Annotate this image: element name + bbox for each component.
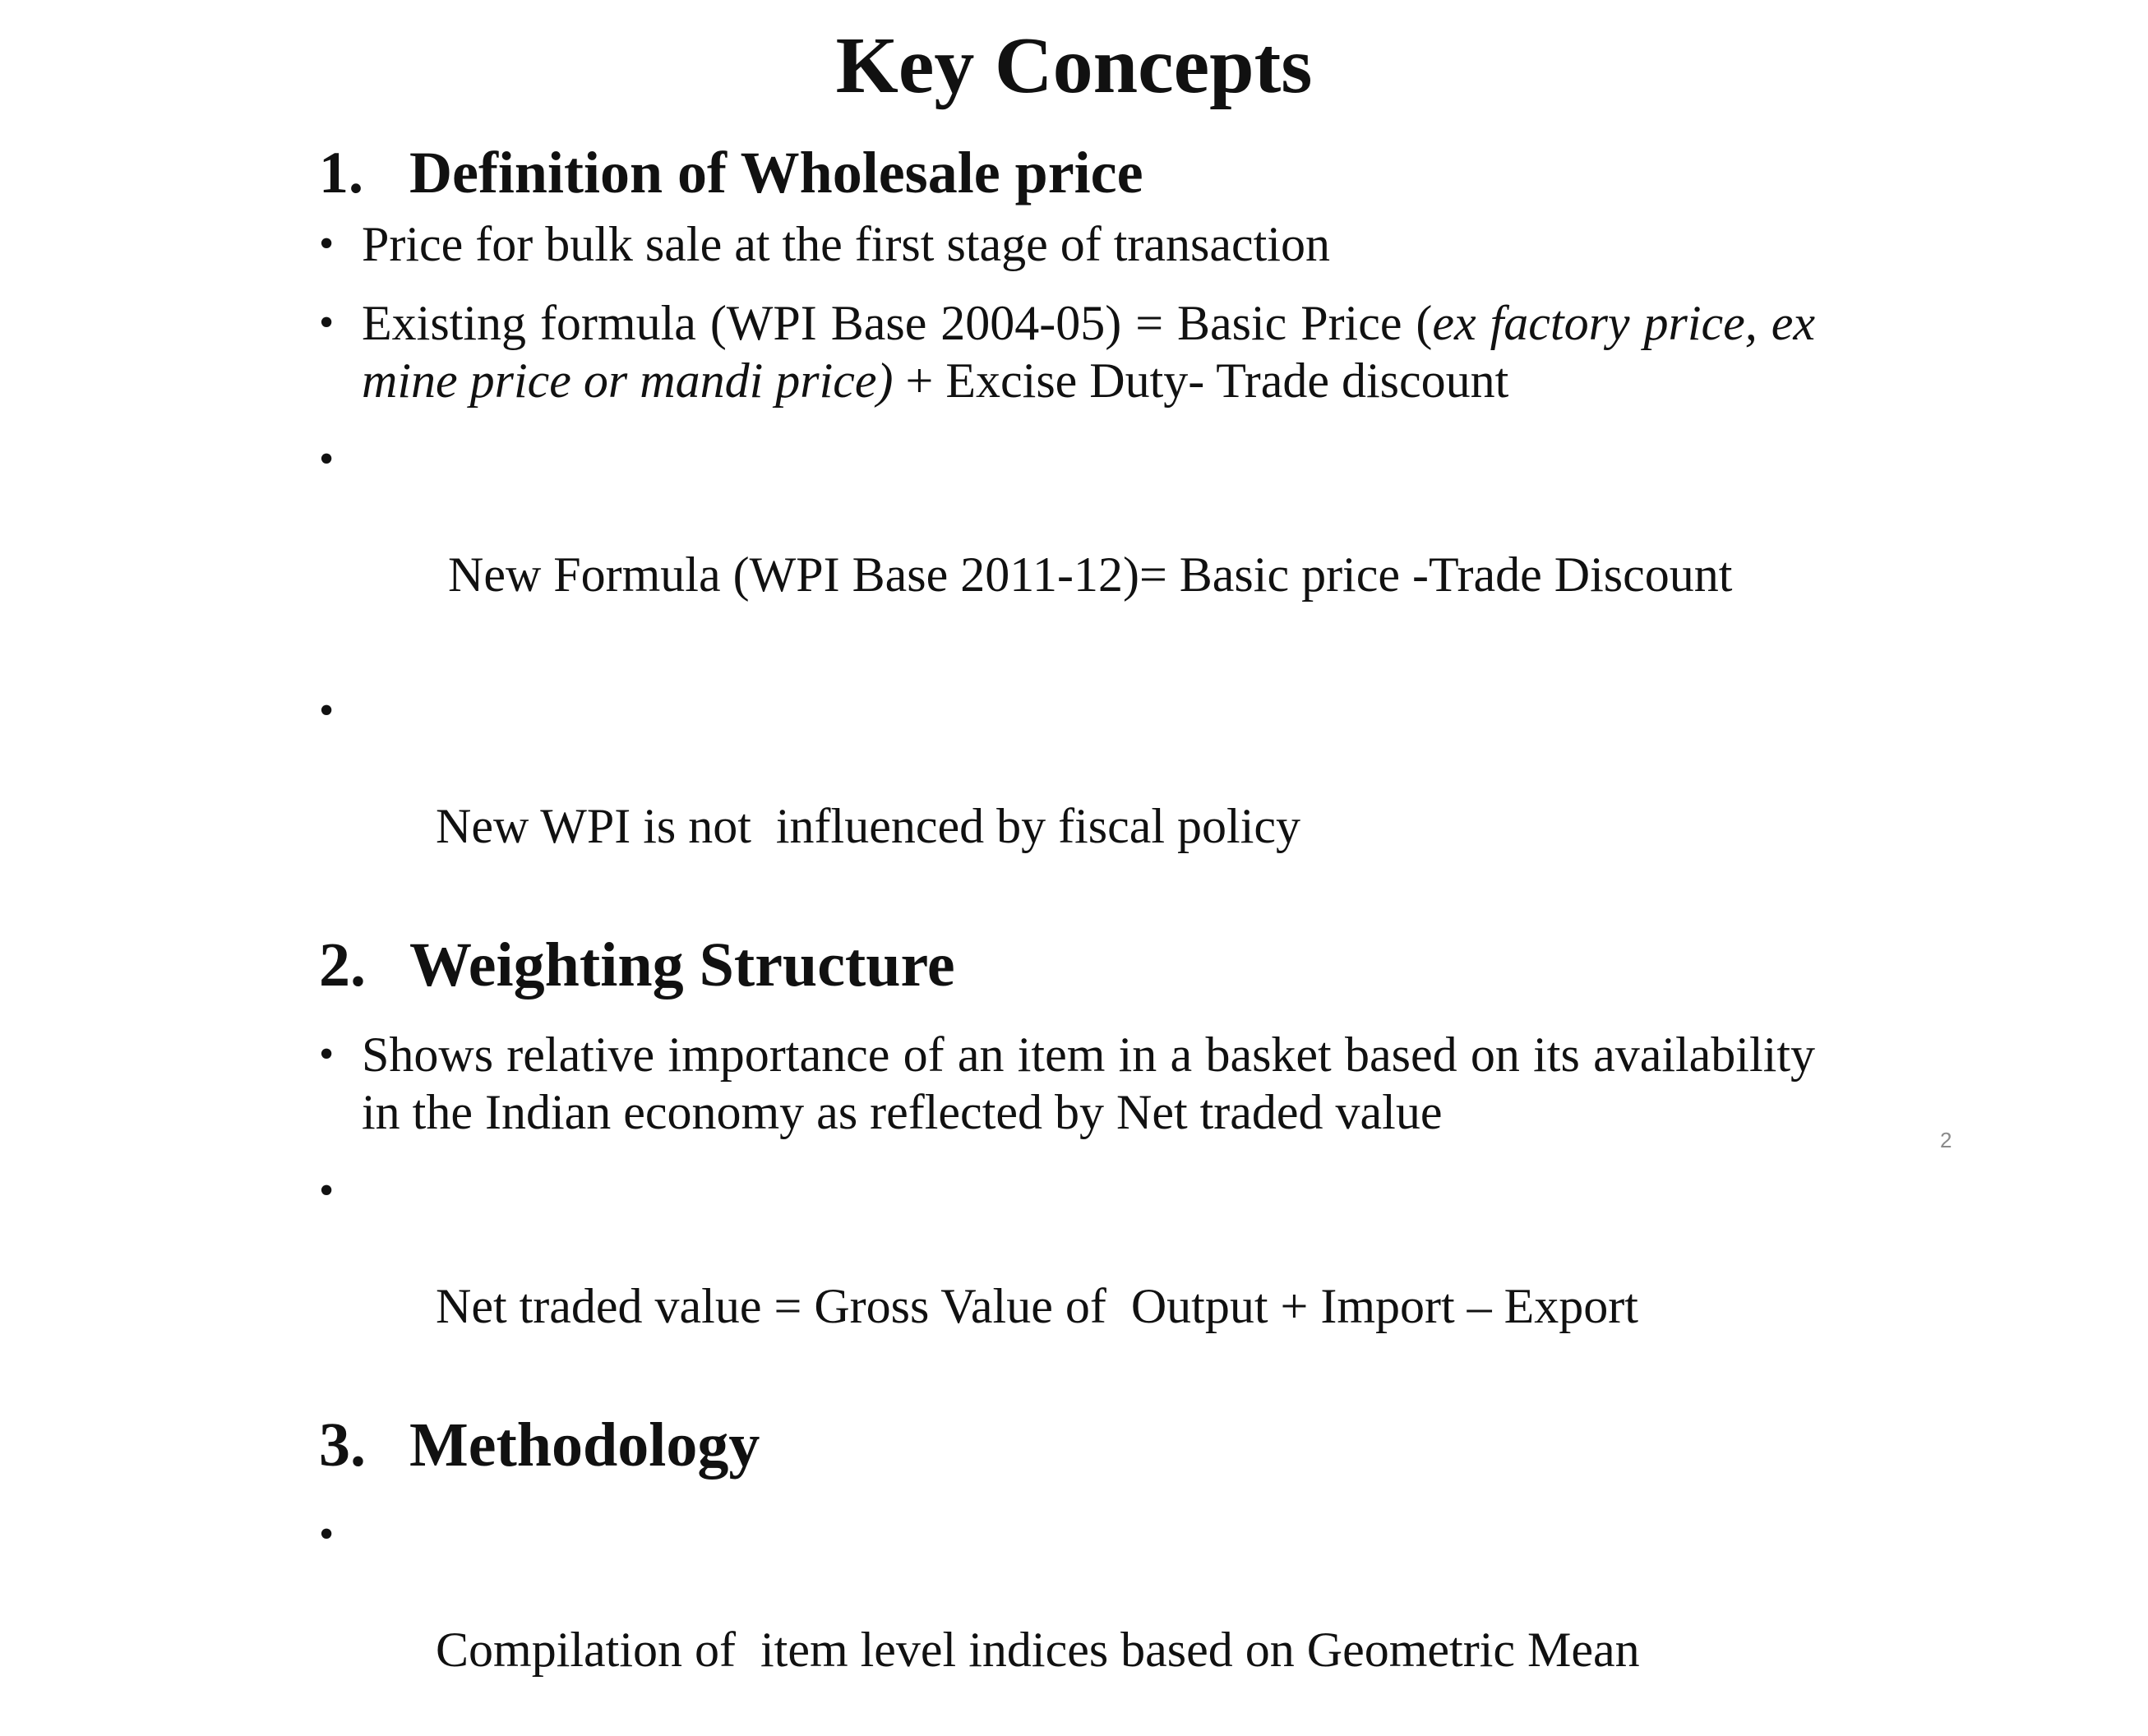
bullet-text: Shows relative importance of an item in a basket based on its availability in the Indian economy as reflected by Net traded value bbox=[362, 1027, 1815, 1139]
section-heading-text: Weighting Structure bbox=[409, 930, 955, 1000]
bullet-item bbox=[319, 1162, 1815, 1392]
bullet-text: Price for bulk sale at the first stage of transaction bbox=[362, 217, 1330, 271]
section-heading-definition bbox=[319, 133, 1815, 212]
section-number: 3. bbox=[319, 1410, 366, 1480]
bullet-text: + Excise Duty- Trade discount bbox=[893, 353, 1509, 408]
page-number: 2 bbox=[1940, 1128, 1952, 1152]
section-number: 1. bbox=[319, 140, 363, 205]
bullet-text: Net traded value = Gross Value of Output + Import – Export bbox=[436, 1279, 1638, 1333]
section-number: 2. bbox=[319, 930, 366, 1000]
bullet-icon: • bbox=[319, 220, 335, 267]
bullet-item bbox=[319, 1026, 1815, 1141]
bullet-text: Compilation of item level indices based on Geometric Mean bbox=[436, 1623, 1640, 1677]
slide-content bbox=[319, 133, 1815, 1736]
bullet-text: New Formula (WPI Base 2011-12)= Basic price -Trade Discount bbox=[436, 547, 1733, 602]
bullet-item bbox=[319, 215, 1815, 273]
bullet-text-italic: ex factory price, ex mine price or mandi price) bbox=[362, 296, 1815, 408]
section-heading-weighting bbox=[319, 926, 1815, 1004]
bullet-icon: • bbox=[319, 1511, 335, 1558]
bullet-text: New WPI is not influenced by fiscal policy bbox=[436, 799, 1300, 853]
bullet-icon: • bbox=[319, 687, 335, 734]
section-heading-text: Definition of Wholesale price bbox=[409, 140, 1143, 205]
section-heading-methodology bbox=[319, 1406, 1815, 1484]
bullet-item bbox=[319, 431, 1815, 661]
bullet-icon: • bbox=[319, 1031, 335, 1078]
slide-title: Key Concepts bbox=[835, 21, 1313, 110]
bullet-item bbox=[319, 1506, 1815, 1736]
bullet-text: Existing formula (WPI Base 2004-05) = Basic Price ( bbox=[362, 296, 1433, 350]
bullet-item bbox=[319, 682, 1815, 912]
bullet-icon: • bbox=[319, 436, 335, 482]
bullet-icon: • bbox=[319, 1167, 335, 1214]
bullet-icon: • bbox=[319, 299, 335, 346]
bullet-item bbox=[319, 294, 1815, 409]
section-heading-text: Methodology bbox=[409, 1410, 760, 1480]
